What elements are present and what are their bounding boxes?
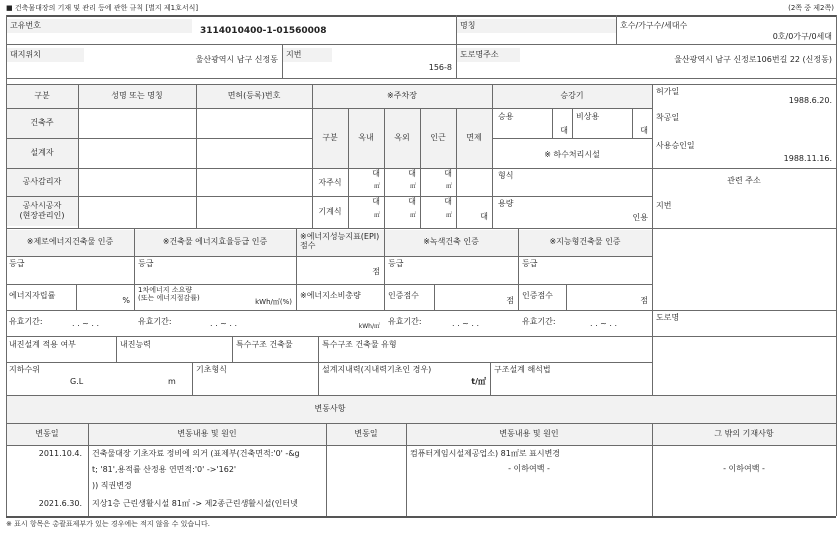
parking-col-kind: 구분 bbox=[322, 133, 338, 142]
analysis-label: 구조설계 해석법 bbox=[494, 365, 551, 374]
people-row-builder: 공사시공자 (현장관리인) bbox=[19, 201, 65, 220]
parking-row-mech: 기계식 bbox=[318, 207, 342, 216]
related-title: 관련 주소 bbox=[727, 176, 761, 185]
parking-col-exempt: 면제 bbox=[466, 133, 482, 142]
units-value: 0호/0가구/0세대 bbox=[772, 32, 832, 41]
sewage-capacity-label: 용량 bbox=[498, 199, 514, 208]
zero-energy-cert: ※제로에너지건축물 인증 bbox=[26, 237, 114, 246]
parking-col-indoor: 옥내 bbox=[358, 133, 374, 142]
unit-area: ㎡ bbox=[409, 212, 416, 219]
approve-label: 사용승인일 bbox=[656, 141, 695, 150]
special-structure-label: 특수구조 건축물 bbox=[236, 340, 293, 349]
people-row-owner: 건축주 bbox=[30, 118, 54, 127]
m-unit: m bbox=[168, 377, 176, 386]
form-title: ■ 건축물대장의 기재 및 관리 등에 관한 규칙 [별지 제1호서식] bbox=[6, 4, 199, 12]
elevator-unit: 대 bbox=[640, 126, 648, 135]
special-type-label: 특수구조 건축물 유형 bbox=[322, 340, 397, 349]
grade-label: 등급 bbox=[138, 259, 154, 268]
unit-area: ㎡ bbox=[409, 183, 416, 190]
lot-value: 156-8 bbox=[428, 63, 452, 72]
people-row-supervisor: 공사감리자 bbox=[22, 177, 62, 186]
grade-label: 등급 bbox=[388, 259, 404, 268]
percent-unit: % bbox=[122, 296, 130, 305]
bearing-label: 설계지내력(지내력기초인 경우) bbox=[322, 365, 432, 374]
primary-energy-label: 1차에너지 소요량 (또는 에너지절감률) bbox=[138, 286, 200, 303]
sewage-type-label: 형식 bbox=[498, 171, 514, 180]
valid-period: . . ~ . . bbox=[210, 319, 238, 328]
site-label: 대지위치 bbox=[10, 50, 41, 59]
unit-area: ㎡ bbox=[373, 212, 380, 219]
changes-col-other: 그 밖의 기재사항 bbox=[714, 429, 774, 438]
unit-car: 대 bbox=[372, 197, 380, 206]
unit-area: ㎡ bbox=[445, 183, 452, 190]
gl-label: G.L bbox=[70, 377, 84, 386]
valid-period: . . ~ . . bbox=[590, 319, 618, 328]
people-col-name: 성명 또는 명칭 bbox=[111, 91, 163, 100]
parking-col-near: 인근 bbox=[430, 133, 446, 142]
parking-row-self: 자주식 bbox=[318, 178, 342, 187]
self-rate-label: 에너지자립률 bbox=[9, 291, 56, 300]
people-row-designer: 설계자 bbox=[30, 148, 54, 157]
score-unit: 점 bbox=[640, 296, 648, 305]
valid-period: . . ~ . . bbox=[452, 319, 480, 328]
epi-score: ※에너지성능지표(EPI) 점수 bbox=[300, 232, 380, 251]
quake-capacity-label: 내진능력 bbox=[120, 340, 151, 349]
unit-car: 대 bbox=[372, 169, 380, 178]
valid-label: 유효기간: bbox=[388, 317, 422, 326]
footnote: ※ 표시 항목은 총괄표제부가 있는 경우에는 적지 않을 수 있습니다. bbox=[6, 520, 210, 528]
quake-design-label: 내진설계 적용 여부 bbox=[9, 340, 76, 349]
elevator-emergency: 비상용 bbox=[576, 112, 600, 121]
elevator-passenger: 승용 bbox=[498, 112, 514, 121]
unit-area: ㎡ bbox=[445, 212, 452, 219]
sewage-capacity-unit: 인용 bbox=[632, 213, 648, 222]
approve-date: 1988.11.16. bbox=[783, 154, 832, 163]
change-date: 2021.6.30. bbox=[38, 499, 82, 508]
changes-col-content: 변동내용 및 원인 bbox=[177, 429, 237, 438]
elevator-unit: 대 bbox=[560, 126, 568, 135]
other-end-marker: - 이하여백 - bbox=[723, 464, 765, 473]
groundwater-label: 지하수위 bbox=[9, 365, 40, 374]
related-lot-label: 지번 bbox=[656, 201, 672, 210]
sewage-title: ※ 하수처리시설 bbox=[544, 150, 600, 159]
permit-label: 허가일 bbox=[656, 87, 680, 96]
change-line-right: 컴퓨터게임시설제공업소) 81㎡로 표시변경 bbox=[410, 449, 561, 458]
valid-label: 유효기간: bbox=[522, 317, 556, 326]
road-label: 도로명주소 bbox=[460, 50, 499, 59]
changes-title: 변동사항 bbox=[314, 404, 346, 413]
tm2-unit: t/㎡ bbox=[471, 377, 486, 386]
valid-label: 유효기간: bbox=[138, 317, 172, 326]
changes-col-date: 변동일 bbox=[35, 429, 59, 438]
unit-car: 대 bbox=[444, 169, 452, 178]
people-col-kind: 구분 bbox=[34, 91, 50, 100]
unit-car: 대 bbox=[480, 212, 488, 221]
elevator-title: 승강기 bbox=[560, 91, 584, 100]
unique-no: 3114010400-1-01560008 bbox=[200, 26, 327, 36]
change-line: 지상1층 근린생활시설 81㎡ -> 제2종근린생활시설(인터넷 bbox=[92, 499, 298, 508]
unit-car: 대 bbox=[408, 169, 416, 178]
change-line: t; '81',용적률 산정용 연면적:'0' ->'162' bbox=[92, 465, 237, 474]
valid-period: . . ~ . . bbox=[72, 319, 100, 328]
smart-cert: ※지능형건축물 인증 bbox=[549, 237, 621, 246]
start-label: 착공일 bbox=[656, 113, 680, 122]
end-marker: - 이하여백 - bbox=[508, 464, 550, 473]
permit-date: 1988.6.20. bbox=[788, 96, 832, 105]
name-label: 명칭 bbox=[460, 21, 476, 30]
grade-label: 등급 bbox=[9, 259, 25, 268]
parking-title: ※주차장 bbox=[387, 91, 417, 100]
grade-label: 등급 bbox=[522, 259, 538, 268]
kwh-m2-unit: kWh/㎡ bbox=[358, 323, 380, 330]
unit-car: 대 bbox=[444, 197, 452, 206]
changes-col-date: 변동일 bbox=[354, 429, 378, 438]
epi-unit: 점 bbox=[372, 267, 380, 276]
efficiency-cert: ※건축물 에너지효율등급 인증 bbox=[162, 237, 268, 246]
foundation-label: 기초형식 bbox=[196, 365, 227, 374]
kwh-unit: kWh/㎡(%) bbox=[255, 298, 292, 306]
green-cert: ※녹색건축 인증 bbox=[423, 237, 479, 246]
unit-car: 대 bbox=[408, 197, 416, 206]
page-indicator: (2쪽 중 제2쪽) bbox=[788, 4, 834, 12]
parking-col-outdoor: 옥외 bbox=[394, 133, 410, 142]
score-unit: 점 bbox=[506, 296, 514, 305]
change-line: )) 직권변경 bbox=[92, 481, 132, 490]
cert-score-label: 인증점수 bbox=[388, 291, 419, 300]
total-energy-label: ※에너지소비총량 bbox=[300, 291, 361, 300]
people-col-license: 면허(등록)번호 bbox=[227, 91, 281, 100]
units-label: 호수/가구수/세대수 bbox=[620, 21, 688, 30]
valid-label: 유효기간: bbox=[9, 317, 43, 326]
lot-label: 지번 bbox=[286, 50, 302, 59]
unique-no-label: 고유번호 bbox=[10, 21, 41, 30]
changes-col-content: 변동내용 및 원인 bbox=[499, 429, 559, 438]
road-value: 울산광역시 남구 신정로106번길 22 (신정동) bbox=[674, 55, 832, 64]
unit-area: ㎡ bbox=[373, 183, 380, 190]
change-date: 2011.10.4. bbox=[38, 449, 82, 458]
related-road-label: 도로명 bbox=[656, 313, 680, 322]
site-value: 울산광역시 남구 신정동 bbox=[195, 55, 278, 64]
cert-score-label: 인증점수 bbox=[522, 291, 553, 300]
change-line: 건축물대장 기초자료 정비에 의거 (표제부(건축면적:'0' -&g bbox=[92, 449, 300, 458]
